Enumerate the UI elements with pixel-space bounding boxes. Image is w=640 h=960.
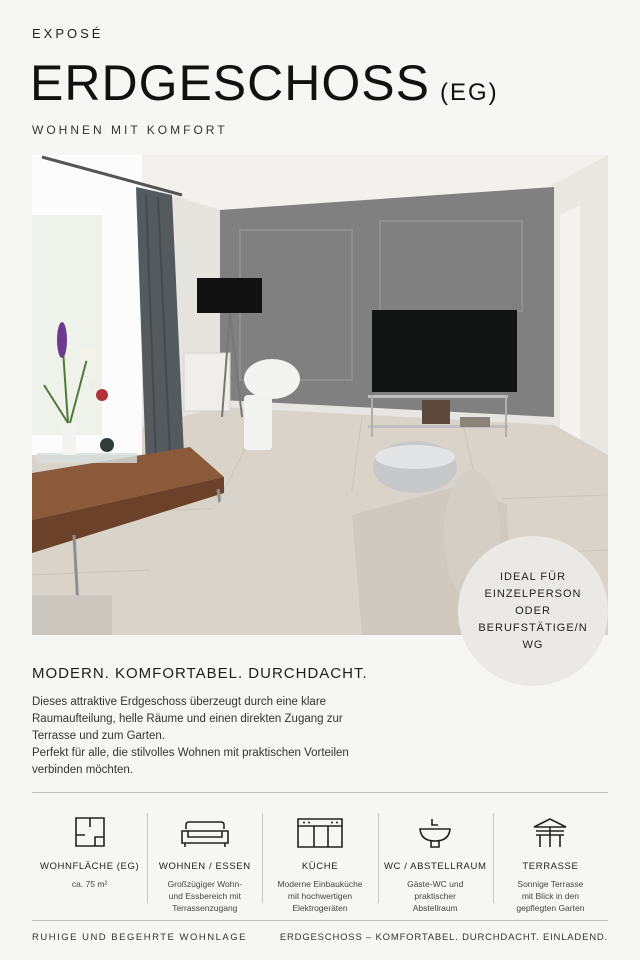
feature-text: Großzügiger Wohn- und Essbereich mit Terrassenzugang — [167, 879, 243, 913]
feature-kitchen — [262, 805, 377, 915]
divider-bottom — [32, 920, 608, 921]
intro-description — [32, 694, 362, 779]
footer-tagline: ERDGESCHOSS – KOMFORTABEL. DURCHDACHT. EINLADEND. — [279, 932, 608, 943]
feature-text: Sonnige Terrasse mit Blick in den gepflegten Garten — [516, 879, 585, 913]
feature-title: WC / ABSTELLRAUM — [383, 861, 487, 872]
sofa-icon — [180, 809, 230, 849]
floorplan-icon — [73, 809, 107, 849]
feature-living-dining — [147, 805, 262, 915]
terrace-icon — [530, 809, 570, 849]
badge-text: IDEAL FÜR EINZELPERSON ODER BERUFSTÄTIGE/N WG — [478, 570, 588, 651]
kitchen-icon — [296, 809, 344, 849]
feature-row — [32, 805, 608, 915]
eyebrow-label: EXPOSÉ — [32, 26, 104, 41]
intro-paragraph-2: Perfekt für alle, die stilvolles Wohnen mit praktischen Vorteilen verbinden möchten. — [32, 747, 349, 776]
feature-text: Moderne Einbauküche mit hochwertigen Elektrogeräten — [277, 879, 363, 913]
washbasin-icon — [417, 809, 453, 849]
divider-top — [32, 792, 608, 793]
feature-title: WOHNEN / ESSEN — [158, 861, 251, 872]
feature-text: ca. 75 m² — [71, 879, 108, 889]
feature-wc-storage — [378, 805, 493, 915]
title-block — [30, 55, 499, 111]
feature-title: KÜCHE — [301, 861, 339, 872]
feature-text: Gäste-WC und praktischer Abstellraum — [407, 879, 464, 913]
intro-paragraph-1: Dieses attraktive Erdgeschoss überzeugt durch eine klare Raumaufteilung, helle Räume und einen direkten Zugang zur Terrasse und zum Garten. — [32, 696, 343, 742]
target-group-badge — [458, 536, 608, 686]
feature-title: WOHNFLÄCHE (EG) — [39, 861, 140, 872]
footer-location: RUHIGE UND BEGEHRTE WOHNLAGE — [32, 932, 247, 943]
feature-terrace — [493, 805, 608, 915]
title-suffix: (EG) — [439, 79, 499, 106]
feature-title: TERRASSE — [522, 861, 579, 872]
page-subtitle: WOHNEN MIT KOMFORT — [32, 123, 228, 137]
feature-living-area — [32, 805, 147, 915]
intro-headline: MODERN. KOMFORTABEL. DURCHDACHT. — [32, 665, 368, 682]
page-title: ERDGESCHOSS — [30, 55, 430, 111]
